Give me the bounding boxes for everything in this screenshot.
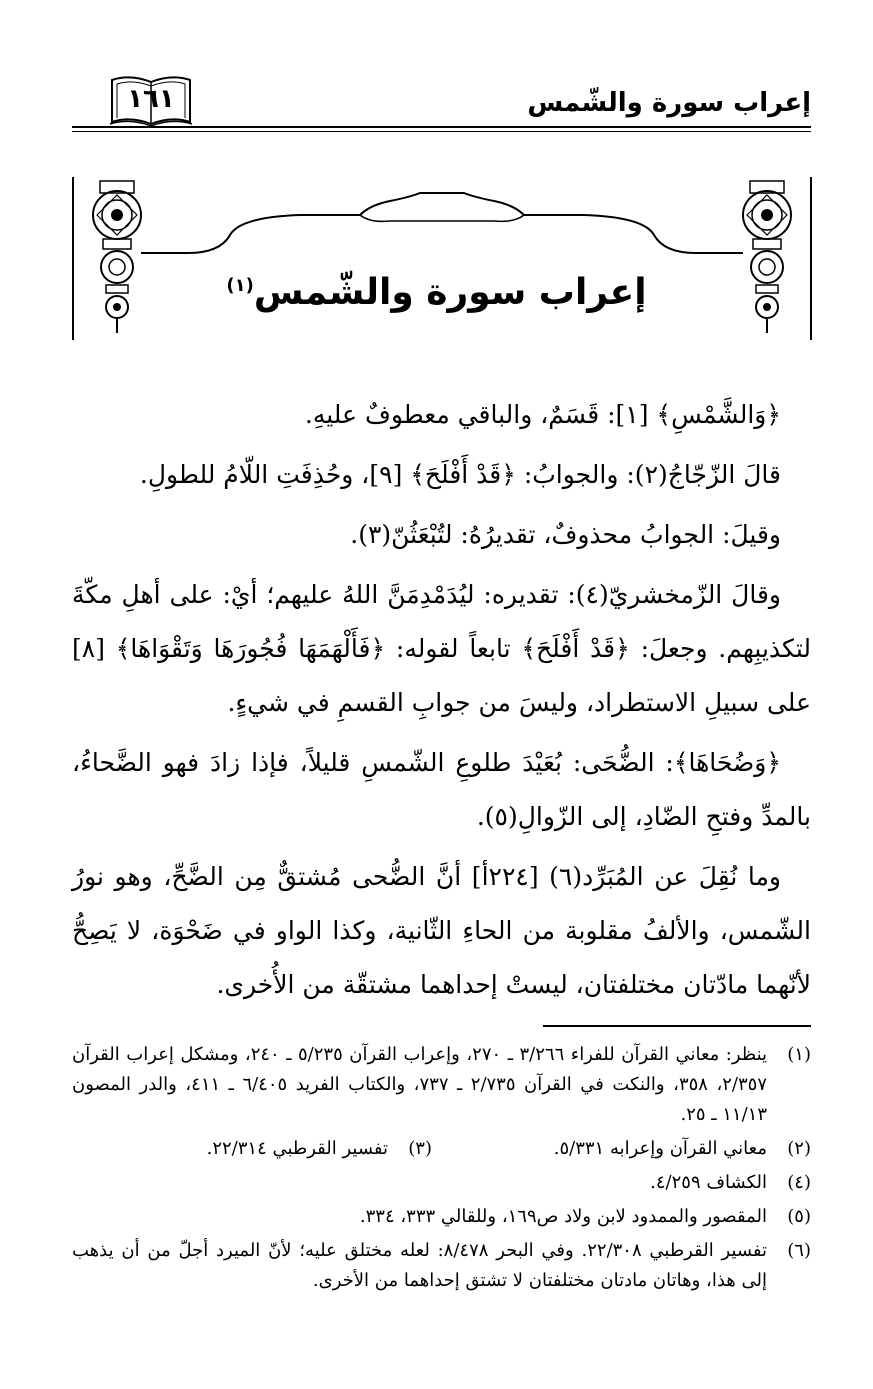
- footnote-text: تفسير القرطبي ٢٢/٣١٤.: [206, 1138, 388, 1159]
- footnote-number: (٥): [787, 1206, 811, 1227]
- page-number: ١٦١: [127, 84, 175, 114]
- footnote-text: تفسير القرطبي ٢٢/٣٠٨. وفي البحر ٨/٤٧٨: لعله مختلق عليه؛ لأنّ الميرد أجلّ من أن يذهب إلى هذا، وهاتان مادتان مختلفتان لا تشتق إحداهما من الأخرى.: [72, 1240, 768, 1291]
- chapter-title-text: إعراب سورة والشّمس: [253, 272, 647, 313]
- footnote-1: [72, 1040, 811, 1130]
- chapter-title: [160, 272, 713, 313]
- footnote-number: (٤): [787, 1172, 811, 1193]
- chapter-footnote-ref: (١): [226, 275, 254, 296]
- paragraph: وقيلَ: الجوابُ محذوفٌ، تقديرُهُ: لتُبْعَثُنّ(٣).: [350, 520, 781, 549]
- footnote-4: [72, 1168, 811, 1198]
- body-text: [72, 388, 811, 1018]
- paragraph: قالَ الزّجّاجُ(٢): والجوابُ: ﴿قَدْ أَفْلَحَ﴾ [٩]، وحُذِفَتِ اللّامُ للطولِ.: [139, 460, 781, 489]
- footnotes: [72, 1040, 811, 1300]
- footnote-number: (١): [787, 1044, 811, 1065]
- paragraph: وما نُقِلَ عن المُبَرِّد(٦) [٢٢٤أ] أنَّ الضُّحى مُشتقٌّ مِن الضَّحِّ، وهو نورُ الشّمس، والألفُ مقلوبة من الحاءِ الثّانية، وكذا الواو في ضَحْوَة، لا يَصِحُّ لأنّهما مادّتان مختلفتان، ليستْ إحداهما مشتقّة من الأُخرى.: [72, 862, 811, 999]
- paragraph: وقالَ الزّمخشريّ(٤): تقديره: ليُدَمْدِمَنَّ اللهُ عليهم؛ أيْ: على أهلِ مكّةَ لتكذيبِهم. وجعلَ: ﴿قَدْ أَفْلَحَ﴾ تابعاً لقوله: ﴿فَأَلْهَمَهَا فُجُورَهَا وَتَقْوَاهَا﴾ [٨] على سبيلِ الاستطراد، وليسَ من جوابِ القسمِ في شيءٍ.: [72, 580, 811, 717]
- footnote-row-2-3: [72, 1134, 811, 1164]
- paragraph: ﴿وَضُحَاهَا﴾: الضُّحَى: بُعَيْدَ طلوعِ الشّمسِ قليلاً، فإذا زادَ فهو الضَّحاءُ، بالمدِّ وفتحِ الضّادِ، إلى الزّوالِ(٥).: [72, 748, 811, 831]
- footnote-number: (٢): [787, 1138, 811, 1159]
- footnote-text: الكشاف ٤/٢٥٩.: [650, 1172, 767, 1193]
- footnote-6: [72, 1236, 811, 1296]
- footnote-text: المقصور والممدود لابن ولاد ص١٦٩، وللقالي ٣٣٣، ٣٣٤.: [359, 1206, 767, 1227]
- right-rosette-ornament: [743, 181, 791, 333]
- header-rule: [72, 126, 811, 128]
- footnote-text: معاني القرآن وإعرابه ٥/٣٣١.: [553, 1138, 767, 1159]
- footnote-2: [432, 1134, 811, 1164]
- footnote-3: [72, 1134, 432, 1164]
- left-rosette-ornament: [93, 181, 141, 333]
- title-ornament-frame: [70, 175, 814, 345]
- footnote-number: (٣): [408, 1138, 432, 1159]
- header-rule-thin: [72, 131, 811, 132]
- footnote-separator: [543, 1025, 811, 1027]
- footnote-number: (٦): [787, 1240, 811, 1261]
- footnote-text: ينظر: معاني القرآن للفراء ٣/٢٦٦ ـ ٢٧٠، وإعراب القرآن ٥/٢٣٥ ـ ٢٤٠، ومشكل إعراب القرآن ٢/٣٥٧، ٣٥٨، والنكت في القرآن ٢/٧٣٥ ـ ٧٣٧، والكتاب الفريد ٦/٤٠٥ ـ ٤١١، والدر المصون ١١/١٣ ـ ٢٥.: [72, 1044, 768, 1125]
- running-header-title: إعراب سورة والشّمس: [527, 88, 811, 118]
- paragraph: ﴿وَالشَّمْسِ﴾ [١]: قَسَمٌ، والباقي معطوفٌ عليهِ.: [304, 400, 781, 429]
- footnote-5: [72, 1202, 811, 1232]
